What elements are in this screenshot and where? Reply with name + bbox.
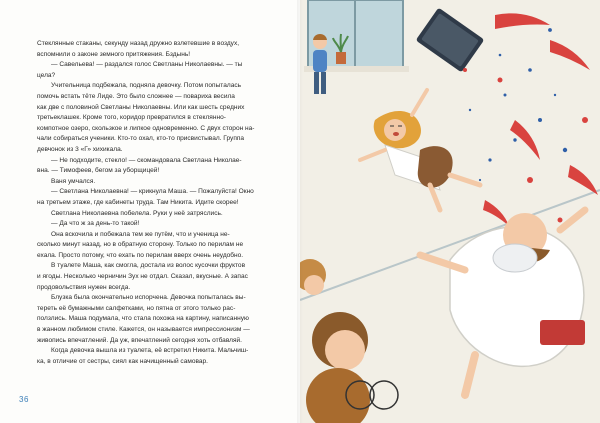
illustration-page [300,0,600,423]
plant-pot [336,52,346,64]
story-text [37,39,279,367]
paragraph: — Да что ж за день-то такой! [51,220,140,228]
paragraph: — Не подходите, стекло! — скомандовала Светлана Николае- вна. — Тимофеев, бегом за уборщицей! [37,156,242,175]
paragraph: Ваня умчался. [51,177,96,185]
paragraph: Она вскочила и побежала тем же путём, что и ученица не- сколько минут назад, но в обратную сторону. Только по перилам не ехала. Просто потому, что ехать по перилам вверх очень неудобно. [37,230,244,259]
paragraph: Учительница подбежала, подняла девочку. Потом попыталась помочь встать тёте Лиде. Это было сложнее — повариха весила как две с половиной Светланы Николаевны. Или как шесть средних третьеклашек. Кроме того, коридор превратился в стеклянно- компотное озеро, скользкое и липкое одновременно. С двух сторон на- чали собираться ученики. Кто-то охал, кто-то присвистывал. Группа девчонок из 3 «Г» хихикала. [37,82,255,153]
gutter-shadow [297,0,303,423]
paragraph: — Савельева! — раздался голос Светланы Николаевны. — ты цела? [37,61,243,79]
paragraph: Стеклянные стаканы, секунду назад дружно взлетевшие в воздух, вспомнили о законе земного притяжения. Бздынь! [37,40,240,58]
cafeteria-chaos-illustration [300,0,600,423]
boy-body [313,50,327,72]
page-number: 36 [19,395,29,404]
paragraph: — Светлана Николаевна! — крикнула Маша. — Пожалуйста! Окно на третьем этаже, где кабинеты труда. Там Никита. Идите скорее! [37,188,254,206]
paragraph: Когда девочка вышла из туалета, её встретил Никита. Мальчиш- ка, в отличие от сестры, сиял как начищенный самовар. [37,347,249,365]
paragraph: В туалете Маша, как смогла, достала из волос кусочки фруктов и ягоды. Несколько черничин Зух не отдал. Сказал, вкусные. А запас продовольствия нужен всегда. [37,262,248,291]
paragraph: Светлана Николаевна побелела. Руки у неё затряслись. [51,209,223,217]
paragraph: Блузка была окончательно испорчена. Девочка попыталась вы- тереть её бумажными салфетками, но пятна от этого только рас- ползлись. Маша подумала, что стала похожа на картину, написанную в жанном любимом стиле. Кажется, он называется импрессионизм — живопись впечатлений. Да уж, впечатлений сегодня хоть отбавляй. [37,294,250,344]
